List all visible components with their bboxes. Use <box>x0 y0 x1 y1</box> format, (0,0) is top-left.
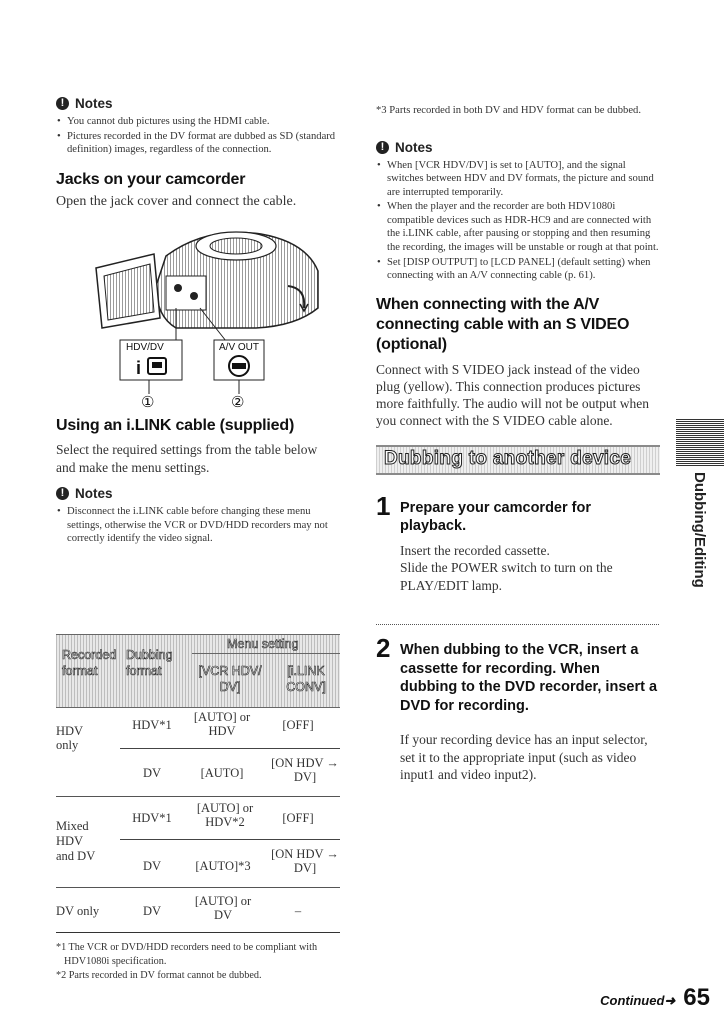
callout-2: ② <box>231 395 245 412</box>
ilink-heading: Using an i.LINK cable (supplied) <box>56 417 295 435</box>
footnote-1: *1 The VCR or DVD/HDD recorders need to be compliant with HDV1080i specification. <box>56 942 318 967</box>
svideo-heading: When connecting with the A/V connecting cable with an S VIDEO (optional) <box>376 295 630 353</box>
header-dubbing-format: Dubbing format <box>126 648 173 678</box>
header-ilink-conv: [i.LINK CONV] <box>286 664 326 694</box>
table-row-dv-only <box>56 888 340 933</box>
cell-ilink: [OFF] <box>282 811 314 825</box>
hdv-jack-label: HDV/DV <box>126 342 164 354</box>
menu-settings-table <box>56 634 340 983</box>
step-1-text-2: Slide the POWER switch to turn on the PLAY/EDIT lamp. <box>400 560 613 593</box>
cell-ilink: [ON HDV → DV] <box>271 756 339 784</box>
jacks-heading: Jacks on your camcorder <box>56 170 246 188</box>
cell-vcr: [AUTO] or DV <box>194 894 252 922</box>
cell-recorded: HDV only <box>56 724 83 752</box>
list-item: • Pictures recorded in the DV format are dubbed as SD (standard definition) images, regardless of the connection. <box>56 130 340 157</box>
step-1 <box>376 490 660 595</box>
cell-vcr: [AUTO] or HDV <box>193 710 251 738</box>
step-1-number: 1 <box>376 490 391 521</box>
av-out-label: A/V OUT <box>219 342 260 354</box>
page-number: 65 <box>683 984 710 1011</box>
table-row-group-hdv-only <box>56 708 340 797</box>
list-item: • When the player and the recorder are both HDV1080i compatible devices such as HDR-HC9 and are connected with the i.LINK cable, after pausing or stopping and then resuming the recording, the images will be unstable or rough at that point. <box>376 200 660 254</box>
notes-heading-3: ! Notes <box>376 140 660 155</box>
left-column <box>56 96 340 547</box>
continued-text: Continued➜ <box>600 993 676 1008</box>
page-footer <box>600 984 710 1012</box>
list-item: • You cannot dub pictures using the HDMI cable. <box>56 115 340 129</box>
cell-ilink: [ON HDV → DV] <box>271 847 339 875</box>
header-recorded-format: Recorded format <box>62 648 117 678</box>
section-side-tab <box>676 418 724 588</box>
notes-list-3 <box>376 159 660 283</box>
side-tab-marker <box>676 418 724 466</box>
step-2 <box>376 633 660 784</box>
footnote-2: *2 Parts recorded in DV format cannot be dubbed. <box>56 970 262 981</box>
list-item: • Set [DISP OUTPUT] to [LCD PANEL] (default setting) when connecting with an A/V connecting cable (p. 61). <box>376 256 660 283</box>
notes-list-2 <box>56 505 340 546</box>
step-1-text-1: Insert the recorded cassette. <box>400 542 550 558</box>
jacks-text: Open the jack cover and connect the cable. <box>56 193 297 209</box>
step-2-text: If your recording device has an input selector, set it to the appropriate input (such as video input1 and video input2). <box>400 732 648 783</box>
note-icon: ! <box>376 141 389 154</box>
cell-dubbing: DV <box>142 766 162 780</box>
table-row-group-mixed <box>56 797 340 888</box>
header-menu-setting: Menu setting <box>227 637 299 651</box>
cell-ilink: – <box>294 904 302 918</box>
step-2-title: When dubbing to the VCR, insert a cassette for recording. When dubbing to the DVD recorder, insert a DVD for recording. <box>400 642 658 714</box>
cell-dubbing: DV <box>142 904 162 918</box>
svg-text:i: i <box>136 358 142 379</box>
camcorder-figure <box>56 216 340 411</box>
ilink-text: Select the required settings from the table below and make the menu settings. <box>56 442 318 475</box>
cell-recorded: Mixed HDV and DV <box>56 819 96 863</box>
cell-dubbing: HDV*1 <box>132 811 172 825</box>
note-icon: ! <box>56 487 69 500</box>
header-vcr-hdv-dv: [VCR HDV/ DV] <box>198 664 262 694</box>
right-column <box>376 104 660 784</box>
list-item: • When [VCR HDV/DV] is set to [AUTO], and the signal switches between HDV and DV formats, the picture and sound are interrupted temporarily. <box>376 159 660 200</box>
cell-dubbing: DV <box>142 859 162 873</box>
camcorder-illustration <box>56 216 340 411</box>
cell-recorded: DV only <box>56 904 100 918</box>
svideo-text: Connect with S VIDEO jack instead of the video plug (yellow). This connection produces pictures more faithfully. The audio will not be output when you connect with the S VIDEO cable alone. <box>376 361 649 428</box>
section-banner <box>376 445 660 475</box>
notes-heading-2: ! Notes <box>56 486 340 501</box>
arrow-right-icon: ➜ <box>664 993 676 1008</box>
step-2-number: 2 <box>376 633 391 664</box>
side-tab-label: Dubbing/Editing <box>691 472 708 588</box>
note-icon: ! <box>56 97 69 110</box>
notes-list-1 <box>56 115 340 157</box>
cell-vcr: [AUTO]*3 <box>195 859 251 873</box>
cell-vcr: [AUTO] <box>200 766 244 780</box>
cell-dubbing: HDV*1 <box>132 718 172 732</box>
list-item: • Disconnect the i.LINK cable before changing these menu settings, otherwise the VCR or DVD/HDD recorders may not correctly identify the video signal. <box>56 505 340 546</box>
notes-heading-1: ! Notes <box>56 96 340 111</box>
divider <box>376 624 660 625</box>
cell-vcr: [AUTO] or HDV*2 <box>196 801 254 829</box>
callout-1: ① <box>141 395 155 412</box>
footnote-3: *3 Parts recorded in both DV and HDV format can be dubbed. <box>376 105 641 116</box>
table-header <box>56 634 340 708</box>
step-1-title: Prepare your camcorder for playback. <box>400 499 591 535</box>
section-title: Dubbing to another device <box>384 447 632 469</box>
cell-ilink: [OFF] <box>282 718 314 732</box>
